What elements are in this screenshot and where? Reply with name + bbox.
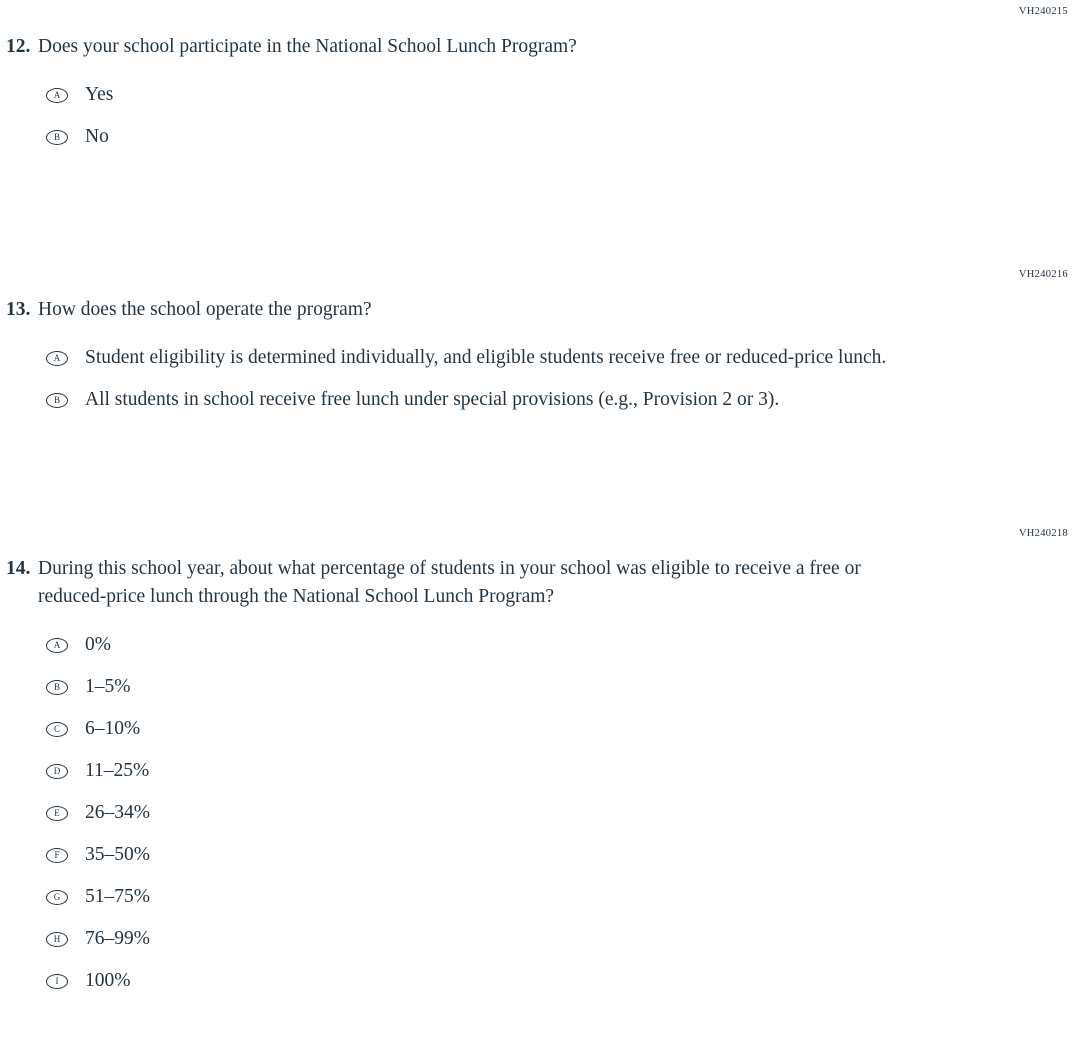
bubble-letter: A (53, 90, 61, 100)
bubble-letter: B (53, 132, 60, 142)
section-divider-space (0, 165, 1073, 269)
answer-option-label: 76–99% (85, 928, 150, 949)
answer-option[interactable] (46, 715, 1073, 742)
bubble-letter: H (53, 934, 61, 944)
answer-option[interactable] (46, 673, 1073, 700)
bubble-letter: C (53, 724, 60, 734)
answer-option-label: 100% (85, 970, 131, 991)
answer-bubble-icon[interactable] (46, 680, 68, 695)
answer-bubble-icon[interactable] (46, 974, 68, 989)
answer-option-label: 0% (85, 634, 111, 655)
answer-option-label: No (85, 126, 109, 147)
answer-option-label: 35–50% (85, 844, 150, 865)
answer-option-label: Student eligibility is determined individually, and eligible students receive free or reduced-price lunch. (85, 347, 887, 368)
answer-options (46, 344, 1073, 413)
question-code: VH240215 (1018, 6, 1068, 17)
bubble-letter: B (53, 395, 60, 405)
answer-bubble-icon[interactable] (46, 848, 68, 863)
answer-option-label: 26–34% (85, 802, 150, 823)
bubble-letter: B (53, 682, 60, 692)
question-block-12 (0, 6, 1073, 150)
answer-bubble-icon[interactable] (46, 806, 68, 821)
question-block-14 (0, 528, 1073, 994)
answer-option-label: 6–10% (85, 718, 141, 739)
bubble-letter: A (53, 640, 61, 650)
bubble-letter: G (53, 892, 61, 902)
answer-bubble-icon[interactable] (46, 638, 68, 653)
answer-bubble-icon[interactable] (46, 351, 68, 366)
question-text: During this school year, about what percentage of students in your school was eligible to receive a free or reduced-price lunch through the National School Lunch Program? (38, 558, 861, 607)
answer-option-label: All students in school receive free lunch under special provisions (e.g., Provision 2 or 3). (85, 389, 780, 410)
answer-option[interactable] (46, 386, 1073, 413)
answer-option[interactable] (46, 123, 1073, 150)
question-block-13 (0, 269, 1073, 413)
section-divider-space (0, 428, 1073, 528)
answer-options (46, 631, 1073, 994)
question-code: VH240216 (1018, 269, 1068, 280)
bubble-letter: I (55, 976, 59, 986)
answer-bubble-icon[interactable] (46, 722, 68, 737)
answer-option[interactable] (46, 81, 1073, 108)
bubble-letter: F (54, 850, 60, 860)
question-text: Does your school participate in the National School Lunch Program? (38, 36, 577, 57)
answer-option-label: 1–5% (85, 676, 131, 697)
answer-option[interactable] (46, 883, 1073, 910)
answer-option[interactable] (46, 841, 1073, 868)
answer-option[interactable] (46, 967, 1073, 994)
bubble-letter: A (53, 353, 61, 363)
bubble-letter: E (54, 808, 60, 818)
answer-option[interactable] (46, 799, 1073, 826)
answer-option[interactable] (46, 925, 1073, 952)
answer-bubble-icon[interactable] (46, 932, 68, 947)
answer-option-label: Yes (85, 84, 114, 105)
answer-bubble-icon[interactable] (46, 393, 68, 408)
question-code: VH240218 (1018, 528, 1068, 539)
answer-bubble-icon[interactable] (46, 88, 68, 103)
answer-option[interactable] (46, 757, 1073, 784)
answer-option[interactable] (46, 344, 1073, 371)
answer-bubble-icon[interactable] (46, 130, 68, 145)
question-number: 12. (6, 36, 31, 57)
answer-bubble-icon[interactable] (46, 764, 68, 779)
question-number: 14. (6, 558, 31, 579)
answer-option[interactable] (46, 631, 1073, 658)
answer-option-label: 11–25% (85, 760, 150, 781)
question-number: 13. (6, 299, 31, 320)
answer-options (46, 81, 1073, 150)
answer-bubble-icon[interactable] (46, 890, 68, 905)
answer-option-label: 51–75% (85, 886, 150, 907)
bubble-letter: D (53, 766, 61, 776)
question-text: How does the school operate the program? (38, 299, 372, 320)
